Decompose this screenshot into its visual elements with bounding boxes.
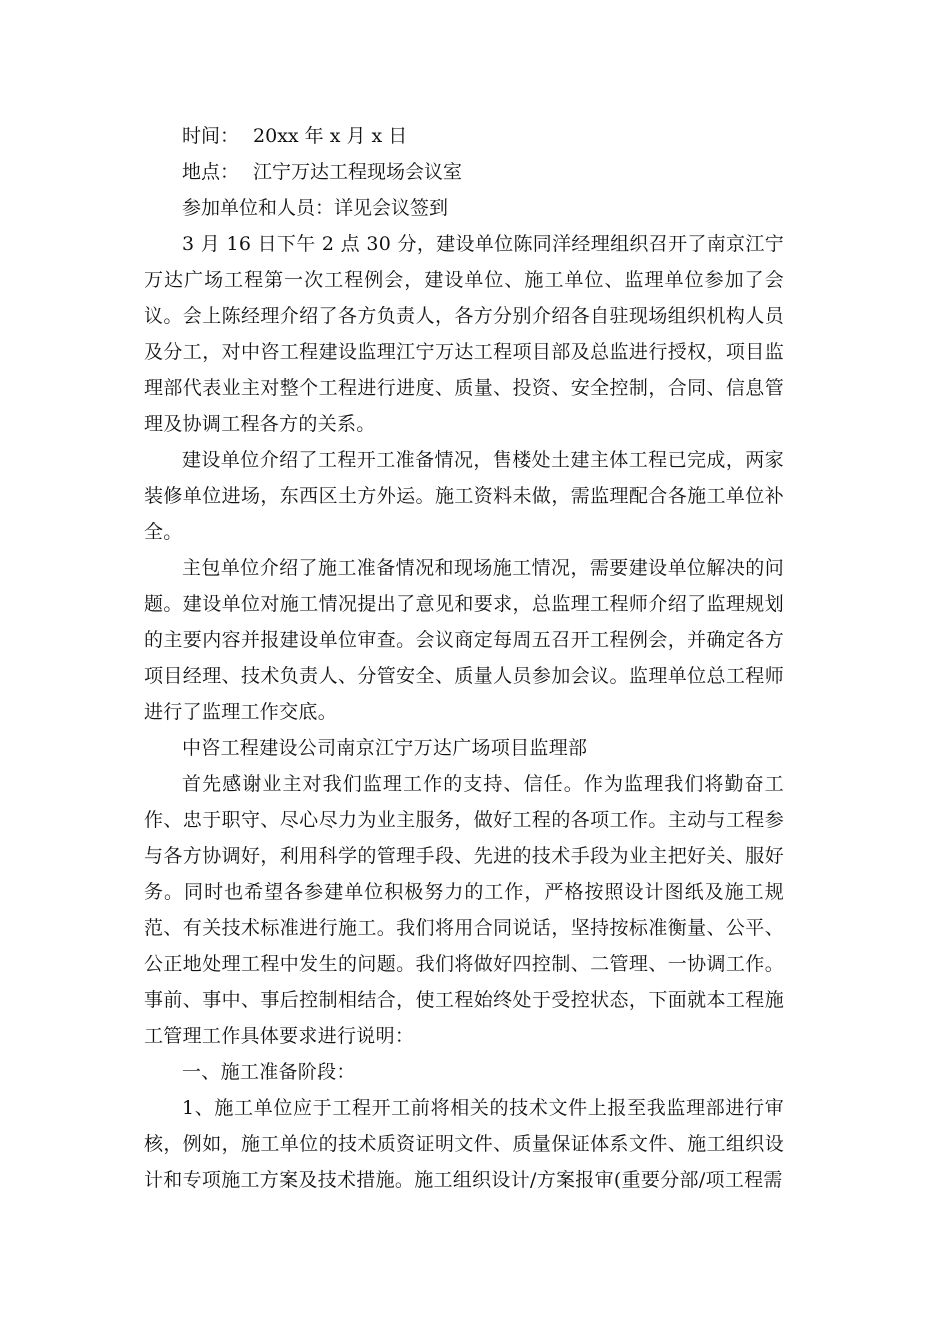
meeting-attendees-value: 详见会议签到 [334,197,449,219]
meeting-time-label: 时间： [182,125,240,147]
paragraph-owner-report: 建设单位介绍了工程开工准备情况，售楼处土建主体工程已完成，两家装修单位进场，东西区土方外运。施工资料未做，需监理配合各施工单位补全。 [144,449,784,543]
meeting-place-label: 地点： [182,161,240,183]
paragraph-organization-name: 中咨工程建设公司南京江宁万达广场项目监理部 [182,737,588,759]
paragraph-supervision-statement: 首先感谢业主对我们监理工作的支持、信任。作为监理我们将勤奋工作、忠于职守、尽心尽力为业主服务，做好工程的各项工作。主动与工程参与各方协调好，利用科学的管理手段、先进的技术手段为业主把好关、服好务。同时也希望各参建单位积极努力的工作，严格按照设计图纸及施工规范、有关技术标准进行施工。我们将用合同说话，坚持按标准衡量、公平、公正地处理工程中发生的问题。我们将做好四控制、二管理、一协调工作。事前、事中、事后控制相结合，使工程始终处于受控状态，下面就本工程施工管理工作具体要求进行说明： [144,773,784,1047]
meeting-place-value: 江宁万达工程现场会议室 [253,161,463,183]
meeting-time-row [144,118,784,154]
paragraph-contractor-report: 主包单位介绍了施工准备情况和现场施工情况，需要建设单位解决的问题。建设单位对施工情况提出了意见和要求，总监理工程师介绍了监理规划的主要内容并报建设单位审查。会议商定每周五召开工程例会，并确定各方项目经理、技术负责人、分管安全、质量人员参加会议。监理单位总工程师进行了监理工作交底。 [144,557,784,723]
section-heading-preparation: 一、施工准备阶段： [182,1061,356,1083]
meeting-time-value: 20xx 年 x 月 x 日 [253,125,408,147]
meeting-place-row [144,154,784,190]
document-page [144,118,784,1198]
paragraph-meeting-summary: 3 月 16 日下午 2 点 30 分，建设单位陈同洋经理组织召开了南京江宁万达广场工程第一次工程例会，建设单位、施工单位、监理单位参加了会议。会上陈经理介绍了各方负责人，各方分别介绍各自驻现场组织机构人员及分工，对中咨工程建设监理江宁万达工程项目部及总监进行授权，项目监理部代表业主对整个工程进行进度、质量、投资、安全控制，合同、信息管理及协调工程各方的关系。 [144,233,784,435]
meeting-attendees-label: 参加单位和人员： [182,197,335,219]
paragraph-item-1: 1、施工单位应于工程开工前将相关的技术文件上报至我监理部进行审核，例如，施工单位的技术质资证明文件、质量保证体系文件、施工组织设计和专项施工方案及技术措施。施工组织设计/方案报审(重要分部/项工程需 [144,1097,784,1191]
meeting-attendees-row [144,190,784,226]
